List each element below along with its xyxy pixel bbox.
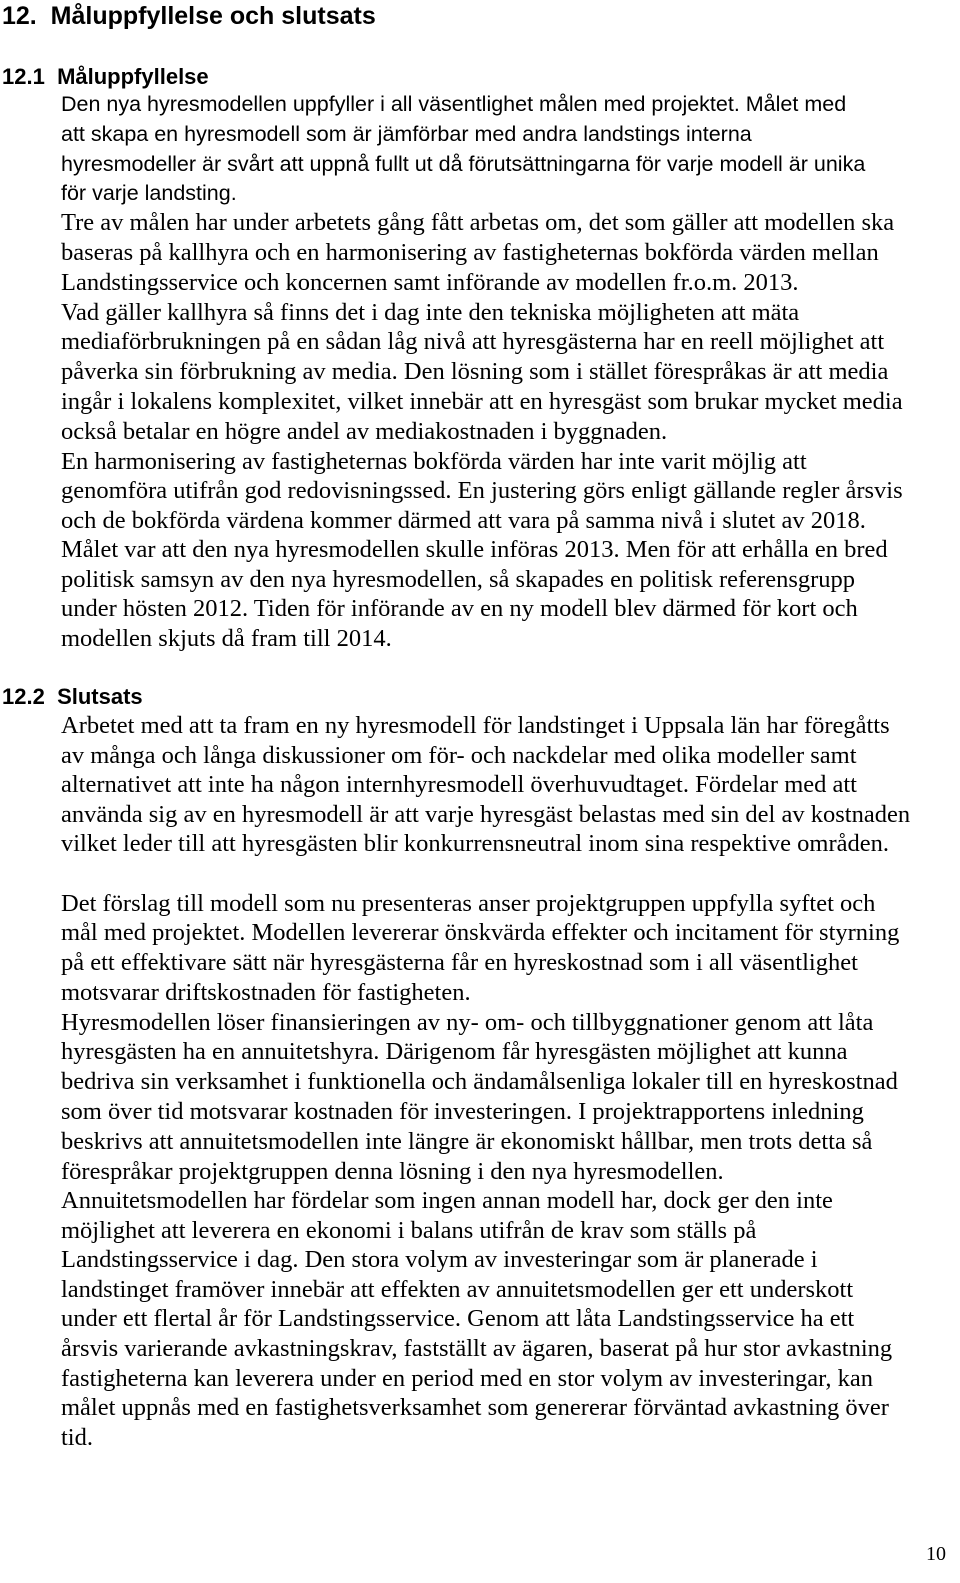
body-line: under ett flertal år för Landstingsservice. Genom att låta Landstingsservice ha ett: [61, 1305, 855, 1332]
body-line: genomföra utifrån god redovisningssed. En justering görs enligt gällande regler årsvis: [61, 477, 903, 504]
body-line: Tre av målen har under arbetets gång fått arbetas om, det som gäller att modellen ska: [61, 209, 895, 236]
body-line: årsvis varierande avkastningskrav, fastställt av ägaren, baserat på hur stor avkastning: [61, 1335, 893, 1362]
body-line: av många och långa diskussioner om för- och nackdelar med olika modeller samt: [61, 742, 857, 769]
intro-line: för varje landsting.: [61, 181, 237, 205]
section-heading-12-1: [2, 62, 209, 92]
intro-line: att skapa en hyresmodell som är jämförbar med andra landstings interna: [61, 122, 752, 146]
body-line: En harmonisering av fastigheternas bokförda värden har inte varit möjlig att: [61, 448, 807, 475]
body-line: landstinget framöver innebär att effekten av annuitetsmodellen ger ett underskott: [61, 1276, 854, 1303]
page-number: 10: [926, 1543, 946, 1565]
chapter-heading: [2, 1, 376, 31]
body-line: alternativet att inte ha någon internhyresmodell överhuvudtaget. Fördelar med att: [61, 771, 857, 798]
body-line: tid.: [61, 1424, 93, 1451]
body-line: Vad gäller kallhyra så finns det i dag inte den tekniska möjligheten att mäta: [61, 299, 800, 326]
section-heading-12-2: [2, 682, 143, 712]
body-line: baseras på kallhyra och en harmonisering av fastigheternas bokförda värden mellan: [61, 239, 879, 266]
body-line: Landstingsservice och koncernen samt införande av modellen fr.o.m. 2013.: [61, 269, 799, 296]
body-line: på ett effektivare sätt när hyresgästerna får en hyreskostnad som i all väsentlighet: [61, 949, 858, 976]
body-line: hyresgästen ha en annuitetshyra. Därigenom får hyresgästen möjlighet att kunna: [61, 1038, 848, 1065]
body-line: Hyresmodellen löser finansieringen av ny- om- och tillbyggnationer genom att låta: [61, 1009, 874, 1036]
body-line: använda sig av en hyresmodell är att varje hyresgäst belastas med sin del av kostnaden: [61, 801, 911, 828]
body-line: Annuitetsmodellen har fördelar som ingen annan modell har, dock ger den inte: [61, 1187, 833, 1214]
section-title: Måluppfyllelse: [57, 64, 209, 89]
body-line: också betalar en högre andel av mediakostnaden i byggnaden.: [61, 418, 668, 445]
section-title: Slutsats: [57, 684, 143, 709]
body-line: Arbetet med att ta fram en ny hyresmodell för landstinget i Uppsala län har föregåtts: [61, 712, 890, 739]
chapter-number: 12.: [2, 2, 37, 30]
body-line: motsvarar driftskostnaden för fastigheten.: [61, 979, 471, 1006]
body-line: möjlighet att leverera en ekonomi i balans utifrån de krav som ställs på: [61, 1217, 757, 1244]
body-line: som över tid motsvarar kostnaden för investeringen. I projektrapportens inledning: [61, 1098, 864, 1125]
body-line: modellen skjuts då fram till 2014.: [61, 625, 392, 652]
body-line: målet uppnås med en fastighetsverksamhet som genererar förväntad avkastning över: [61, 1394, 889, 1421]
body-line: och de bokförda värdena kommer därmed att vara på samma nivå i slutet av 2018.: [61, 507, 866, 534]
section-number: 12.1: [2, 64, 45, 89]
body-line: Det förslag till modell som nu presenteras anser projektgruppen uppfylla syftet och: [61, 890, 876, 917]
body-line: beskrivs att annuitetsmodellen inte längre är ekonomiskt hållbar, men trots detta så: [61, 1128, 873, 1155]
body-line: mål med projektet. Modellen levererar önskvärda effekter och incitament för styrning: [61, 919, 900, 946]
body-line: Målet var att den nya hyresmodellen skulle införas 2013. Men för att erhålla en bred: [61, 536, 888, 563]
body-line: förespråkar projektgruppen denna lösning i den nya hyresmodellen.: [61, 1158, 724, 1185]
intro-line: hyresmodeller är svårt att uppnå fullt ut då förutsättningarna för varje modell är unika: [61, 152, 866, 176]
body-line: ingår i lokalens komplexitet, vilket innebär att en hyresgäst som brukar mycket media: [61, 388, 903, 415]
body-line: fastigheterna kan leverera under en period med en stor volym av investeringar, kan: [61, 1365, 873, 1392]
chapter-title: Måluppfyllelse och slutsats: [50, 2, 376, 30]
body-line: Landstingsservice i dag. Den stora volym av investeringar som är planerade i: [61, 1246, 818, 1273]
intro-line: Den nya hyresmodellen uppfyller i all väsentlighet målen med projektet. Målet med: [61, 92, 847, 116]
body-line: under hösten 2012. Tiden för införande av en ny modell blev därmed för kort och: [61, 595, 858, 622]
body-line: bedriva sin verksamhet i funktionella och ändamålsenliga lokaler till en hyreskostnad: [61, 1068, 898, 1095]
section-number: 12.2: [2, 684, 45, 709]
body-line: påverka sin förbrukning av media. Den lösning som i stället förespråkas är att media: [61, 358, 889, 385]
body-line: politisk samsyn av den nya hyresmodellen, så skapades en politisk referensgrupp: [61, 566, 856, 593]
body-line: vilket leder till att hyresgästen blir konkurrensneutral inom sina respektive områden.: [61, 830, 889, 857]
body-line: mediaförbrukningen på en sådan låg nivå att hyresgästerna har en reell möjlighet att: [61, 328, 885, 355]
